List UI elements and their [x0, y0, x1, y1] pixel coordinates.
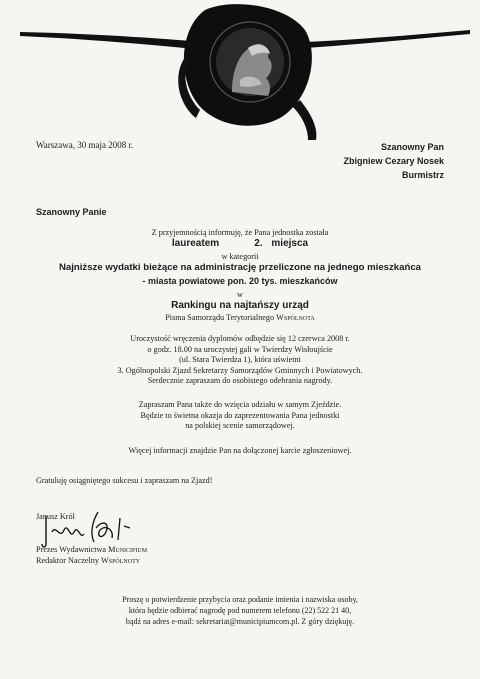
ceremony-line: (ul. Stara Twierdza 1), która uświetni: [179, 355, 301, 364]
signer-org: Wspólnoty: [101, 556, 141, 565]
magazine-title: Wspólnota: [276, 313, 315, 322]
wax-seal-logo: [0, 0, 480, 150]
footer-line: Proszę o potwierdzenie przybycia oraz podanie imienia i nazwiska osoby,: [122, 595, 358, 604]
ceremony-paragraph: [40, 334, 440, 387]
invite-line: Będzie to świetna okazja do zaprezentowania Pana jednostki: [140, 410, 340, 420]
signer-title-text: Prezes Wydawnictwa: [36, 545, 107, 554]
footer-line: bądź na adres e-mail: sekretariat@municipiumcom.pl. Z góry dziękuję.: [125, 617, 355, 626]
signer-title-text: Redaktor Naczelny: [36, 556, 99, 565]
addressee-block: [343, 140, 444, 182]
invite-line: Zapraszam Pana także do wzięcia udziału w samym Zjeździe.: [138, 400, 342, 409]
invite-line: na polskiej scenie samorządowej.: [185, 421, 295, 430]
footer-line: która będzie odbierać nagrodę pod numerem telefonu (22) 522 21 40,: [128, 606, 352, 615]
ceremony-line: Serdecznie zapraszam do osobistego odebrania nagrody.: [147, 376, 333, 385]
ceremony-line: 3. Ogólnopolski Zjazd Sekretarzy Samorządów Gminnych i Powiatowych.: [117, 365, 363, 375]
addressee-line: Burmistrz: [401, 170, 444, 180]
magazine-name: [40, 313, 440, 324]
footer-note: [60, 594, 420, 627]
ceremony-line: o godz. 18.00 na uroczystej gali w Twierdzy Wisłoujście: [147, 344, 333, 354]
category-intro: w kategorii: [221, 252, 259, 261]
intro-text: Z przyjemnością informuję, że Pana jednostka została: [151, 228, 329, 237]
signer-org: Municipium: [108, 545, 148, 554]
letter-date: Warszawa, 30 maja 2008 r.: [36, 140, 134, 150]
ceremony-line: Uroczystość wręczenia dyplomów odbędzie się 12 czerwca 2008 r.: [130, 334, 350, 343]
addressee-line: Zbigniew Cezary Nosek: [343, 156, 444, 166]
award-title: laureatem: [171, 238, 220, 249]
signer-title-2: [36, 556, 140, 567]
invite-paragraph: [40, 400, 440, 432]
ranking-title: Rankingu na najtańszy urząd: [171, 300, 309, 311]
handwritten-signature: [40, 510, 150, 550]
category-title: Najniższe wydatki bieżące na administrację przeliczone na jednego mieszkańca: [58, 262, 422, 273]
addressee-line: Szanowny Pan: [380, 142, 444, 152]
more-info: Więcej informacji znajdzie Pan na dołączonej karcie zgłoszeniowej.: [128, 446, 352, 455]
signer-name: Janusz Król: [36, 512, 75, 521]
award-place: 2. miejsca: [254, 238, 309, 249]
in-word: w: [237, 290, 243, 299]
category-subtitle: - miasta powiatowe pon. 20 tys. mieszkańców: [142, 276, 338, 286]
salutation: Szanowny Panie: [36, 207, 107, 217]
congratulations: Gratuluję osiągniętego sukcesu i zapraszam na Zjazd!: [36, 476, 213, 485]
magazine-prefix: Pisma Samorządu Terytorialnego: [165, 313, 275, 322]
signer-title-1: [36, 545, 147, 556]
award-line: [40, 238, 440, 249]
